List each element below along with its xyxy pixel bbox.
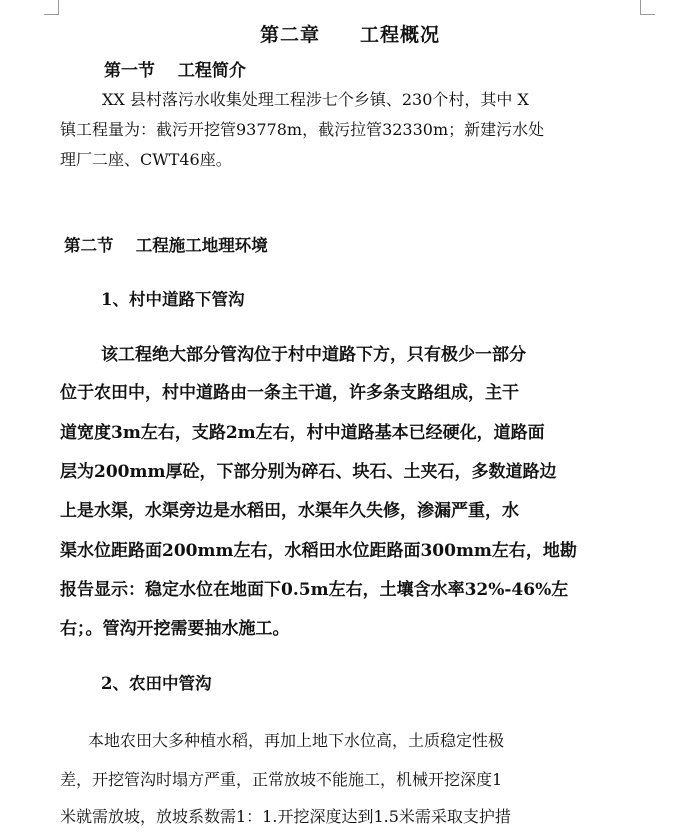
subsection2-line-2: 差，开挖管沟时塌方严重，正常放坡不能施工，机械开挖深度1	[60, 770, 503, 789]
subsection1-line-7: 报告显示：稳定水位在地面下0.5m左右，土壤含水率32%-46%左	[60, 580, 569, 600]
subsection1-line-5: 上是水渠，水渠旁边是水稻田，水渠年久失修，渗漏严重，水	[60, 501, 519, 521]
section1-heading: 第一节 工程简介	[104, 61, 246, 81]
section1-line-3: 理厂二座、CWT46座。	[60, 150, 232, 169]
subsection1-line-1: 该工程绝大部分管沟位于村中道路下方，只有极少一部分	[101, 345, 526, 365]
chapter-title: 第二章 工程概况	[259, 24, 440, 46]
page-corner-mark-right	[640, 0, 655, 15]
subsection1-line-2: 位于农田中，村中道路由一条主干道，许多条支路组成，主干	[60, 383, 519, 403]
subsection2-line-3: 米就需放坡，放坡系数需1：1.开挖深度达到1.5米需采取支护措	[60, 807, 511, 826]
section2-heading: 第二节 工程施工地理环境	[64, 236, 268, 255]
subsection1-line-6: 渠水位距路面200mm左右，水稻田水位距路面300mm左右，地勘	[60, 541, 577, 561]
subsection1-line-3: 道宽度3m左右，支路2m左右，村中道路基本已经硬化，道路面	[60, 423, 545, 443]
page-corner-mark-left	[44, 0, 59, 15]
subsection1-heading: 1、村中道路下管沟	[101, 290, 245, 309]
subsection1-line-4: 层为200mm厚砼，下部分别为碎石、块石、土夹石，多数道路边	[60, 462, 557, 482]
section1-line-2: 镇工程量为：截污开挖管93778m，截污拉管32330m；新建污水处	[60, 120, 545, 139]
subsection1-line-8: 右；。管沟开挖需要抽水施工。	[60, 619, 290, 639]
section1-line-1: XX 县村落污水收集处理工程涉七个乡镇、230个村，其中 X	[102, 90, 529, 109]
subsection2-line-1: 本地农田大多种植水稻，再加上地下水位高，土质稳定性极	[88, 731, 505, 750]
subsection2-heading: 2、农田中管沟	[101, 674, 212, 693]
